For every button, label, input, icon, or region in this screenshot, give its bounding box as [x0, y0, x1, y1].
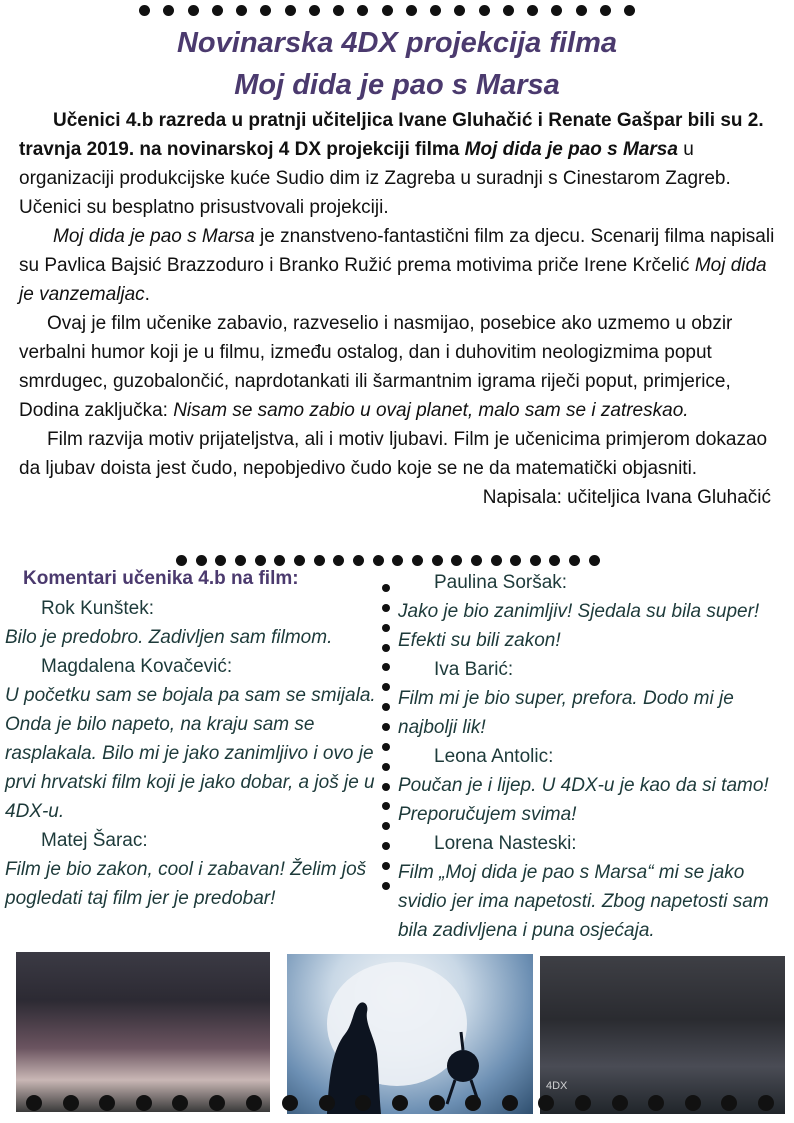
separator-dot	[355, 1095, 371, 1111]
separator-dot	[382, 624, 390, 632]
separator-dot	[491, 555, 502, 566]
separator-dot	[432, 555, 443, 566]
separator-dot	[392, 1095, 408, 1111]
separator-dot	[333, 555, 344, 566]
commenter-name: Paulina Soršak:	[434, 572, 568, 593]
bottom-dot-separator	[26, 1095, 774, 1111]
separator-dot	[382, 882, 390, 890]
separator-dot	[471, 555, 482, 566]
separator-dot	[136, 1095, 152, 1111]
separator-dot	[215, 555, 226, 566]
separator-dot	[382, 842, 390, 850]
separator-dot	[551, 5, 562, 16]
separator-dot	[412, 555, 423, 566]
separator-dot	[575, 1095, 591, 1111]
comment-quote: Poučan je i lijep. U 4DX-u je kao da si tamo! Preporučujem svima!	[398, 775, 769, 825]
separator-dot	[382, 5, 393, 16]
page-title-line2: Moj dida je pao s Marsa	[234, 69, 560, 101]
separator-dot	[285, 5, 296, 16]
comment-quote: Film „Moj dida je pao s Marsa“ mi se jako svidio jer ima napetosti. Zbog napetosti sam bila zadivljena i puna osjećaja.	[398, 862, 769, 941]
separator-dot	[382, 822, 390, 830]
top-dot-separator	[139, 5, 635, 16]
separator-dot	[382, 783, 390, 791]
separator-dot	[294, 555, 305, 566]
separator-dot	[382, 584, 390, 592]
article-paragraph-4	[19, 425, 779, 508]
separator-dot	[63, 1095, 79, 1111]
commenter-name: Rok Kunštek:	[41, 598, 154, 619]
article-p4-text: Film razvija motiv prijateljstva, ali i motiv ljubavi. Film je učenicima primjerom dokazao da ljubav doista jest čudo, nepobjedivo čudo koje se ne da matematički objasniti.	[19, 429, 768, 479]
comment-quote: Bilo je predobro. Zadivljen sam filmom.	[5, 627, 333, 648]
separator-dot	[309, 5, 320, 16]
separator-dot	[357, 5, 368, 16]
comments-heading: Komentari učenika 4.b na film:	[23, 568, 299, 589]
separator-dot	[99, 1095, 115, 1111]
poster-silhouette	[287, 954, 533, 1114]
separator-dot	[685, 1095, 701, 1111]
comment-quote: Film mi je bio super, prefora. Dodo mi je najbolji lik!	[398, 688, 734, 738]
comments-right-column	[398, 568, 790, 945]
separator-dot	[465, 1095, 481, 1111]
separator-dot	[373, 555, 384, 566]
separator-dot	[451, 555, 462, 566]
separator-dot	[624, 5, 635, 16]
separator-dot	[314, 555, 325, 566]
separator-dot	[382, 644, 390, 652]
article-p3-text: Ovaj je film učenike zabavio, razveselio i nasmijao, posebice ako uzmemo u obzir verbalni humor koji je u filmu, između ostalog, dan i duhovitim neologizmima poput smrdugec, guzobalončić, naprdotankati ili šarmantnim igrama riječi poput, primjerice, Dodina zaključka:	[19, 313, 733, 421]
separator-dot	[176, 555, 187, 566]
commenter-name: Matej Šarac:	[41, 830, 148, 851]
separator-dot	[549, 555, 560, 566]
separator-dot	[430, 5, 441, 16]
separator-dot	[26, 1095, 42, 1111]
separator-dot	[454, 5, 465, 16]
comments-left-column	[5, 594, 377, 913]
film-title-italic: Moj dida je pao s Marsa	[53, 226, 255, 247]
story-title-italic: Moj dida je vanzemaljac	[19, 255, 767, 305]
article-p2-end: .	[144, 284, 150, 305]
separator-dot	[382, 723, 390, 731]
separator-dot	[196, 555, 207, 566]
comment-quote: Film je bio zakon, cool i zabavan! Želim još pogledati taj film jer je predobar!	[5, 859, 367, 909]
separator-dot	[502, 1095, 518, 1111]
separator-dot	[576, 5, 587, 16]
separator-dot	[382, 862, 390, 870]
article-paragraph-1	[19, 106, 779, 222]
separator-dot	[392, 555, 403, 566]
separator-dot	[721, 1095, 737, 1111]
separator-dot	[382, 763, 390, 771]
separator-dot	[758, 1095, 774, 1111]
separator-dot	[382, 802, 390, 810]
article-paragraph-2	[19, 222, 779, 309]
separator-dot	[382, 683, 390, 691]
separator-dot	[479, 5, 490, 16]
separator-dot	[600, 5, 611, 16]
separator-dot	[209, 1095, 225, 1111]
separator-dot	[503, 5, 514, 16]
article-body	[19, 106, 779, 512]
separator-dot	[569, 555, 580, 566]
separator-dot	[139, 5, 150, 16]
dodo-quote: Nisam se samo zabio u ovaj planet, malo sam se i zatreskao.	[173, 400, 689, 421]
page-title-line1: Novinarska 4DX projekcija filma	[176, 27, 618, 59]
middle-dot-separator	[176, 555, 600, 566]
separator-dot	[538, 1095, 554, 1111]
separator-dot	[172, 1095, 188, 1111]
separator-dot	[429, 1095, 445, 1111]
article-lead-rest: u organizaciji produkcijske kuće Sudio dim iz Zagreba u suradnji s Cinestarom Zagreb. Učenici su besplatno prisustvovali projekciji.	[19, 139, 731, 218]
commenter-name: Lorena Nasteski:	[434, 833, 577, 854]
separator-dot	[382, 703, 390, 711]
separator-dot	[333, 5, 344, 16]
separator-dot	[260, 5, 271, 16]
separator-dot	[648, 1095, 664, 1111]
film-poster-photo	[287, 954, 533, 1114]
author-signature: Napisala: učiteljica Ivana Gluhačić	[482, 487, 771, 508]
4dx-seat-label: 4DX	[546, 1080, 568, 1092]
separator-dot	[319, 1095, 335, 1111]
commenter-name: Iva Barić:	[434, 659, 514, 680]
separator-dot	[236, 5, 247, 16]
commenter-name: Leona Antolic:	[434, 746, 554, 767]
comment-quote: U početku sam se bojala pa sam se smijala. Onda je bilo napeto, na kraju sam se rasplakala. Bilo mi je jako zanimljivo i ovo je prvi hrvatski film koji je jako dobar, a još je u 4DX-u.	[5, 685, 376, 822]
separator-dot	[527, 5, 538, 16]
separator-dot	[246, 1095, 262, 1111]
article-lead-bold: Učenici 4.b razreda u pratnji učiteljica Ivane Gluhačić i Renate Gašpar bili su 2. travnja 2019. na novinarskoj 4 DX projekciji filma	[19, 110, 764, 160]
separator-dot	[274, 555, 285, 566]
separator-dot	[382, 604, 390, 612]
separator-dot	[235, 555, 246, 566]
separator-dot	[212, 5, 223, 16]
separator-dot	[382, 743, 390, 751]
separator-dot	[188, 5, 199, 16]
separator-dot	[406, 5, 417, 16]
comment-quote: Jako je bio zanimljiv! Sjedala su bila super! Efekti su bili zakon!	[398, 601, 760, 651]
separator-dot	[353, 555, 364, 566]
separator-dot	[255, 555, 266, 566]
article-p2-text: je znanstveno-fantastični film za djecu. Scenarij filma napisali su Pavlica Bajsić Brazzoduro i Branko Ružić prema motivima priče Irene Krčelić	[19, 226, 775, 276]
class-group-photo	[16, 952, 270, 1112]
separator-dot	[510, 555, 521, 566]
commenter-name: Magdalena Kovačević:	[41, 656, 233, 677]
separator-dot	[612, 1095, 628, 1111]
article-paragraph-3	[19, 309, 779, 425]
separator-dot	[163, 5, 174, 16]
cinema-hall-photo	[540, 956, 785, 1114]
separator-dot	[530, 555, 541, 566]
separator-dot	[589, 555, 600, 566]
film-title-bold: Moj dida je pao s Marsa	[464, 139, 678, 160]
separator-dot	[282, 1095, 298, 1111]
separator-dot	[382, 663, 390, 671]
column-dot-divider	[381, 584, 391, 890]
